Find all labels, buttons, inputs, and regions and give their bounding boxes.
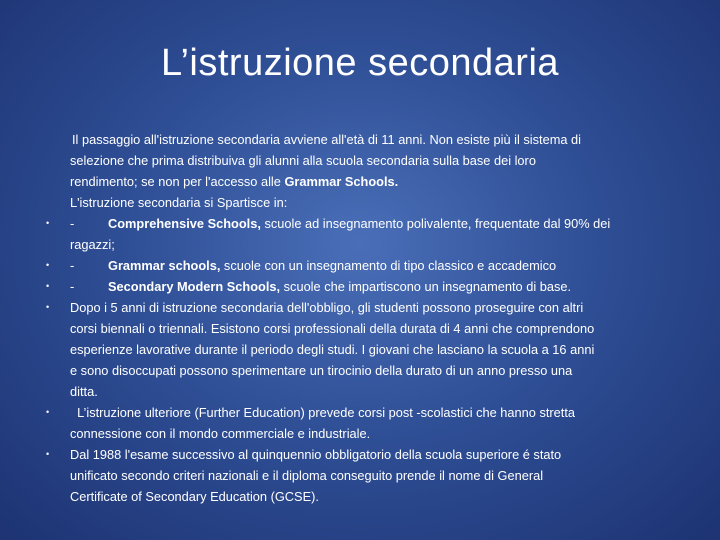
school-type-continuation: ragazzi;	[70, 237, 115, 252]
gcse-line: unificato secondo criteri nazionali e il diploma conseguito prende il nome di General	[70, 468, 544, 483]
school-type-item: - Comprehensive Schools, scuole ad insegnamento polivalente, frequentate dal 90% dei	[70, 216, 611, 231]
after-line: esperienze lavorative durante il periodo degli studi. I giovani che lasciano la scuola a 16 anni	[70, 342, 595, 357]
after-line: Dopo i 5 anni di istruzione secondaria dell'obbligo, gli studenti possono proseguire con altri	[70, 300, 584, 315]
further-line: L’istruzione ulteriore (Further Education) prevede corsi post -scolastici che hanno stretta	[70, 405, 576, 420]
after-line: ditta.	[70, 384, 98, 399]
slide-title: L’istruzione secondaria	[160, 42, 560, 84]
bullet-icon: •	[46, 260, 50, 270]
intro-line: rendimento; se non per l'accesso alle Grammar Schools.	[70, 174, 399, 189]
bullet-icon: •	[46, 302, 50, 312]
intro-line: Il passaggio all'istruzione secondaria avviene all'età di 11 anni. Non esiste più il sistema di	[72, 132, 581, 147]
gcse-line: Dal 1988 l'esame successivo al quinquennio obbligatorio della scuola superiore é stato	[70, 447, 562, 462]
gcse-line: Certificate of Secondary Education (GCSE).	[70, 489, 319, 504]
bullet-icon: •	[46, 281, 50, 291]
further-line: connessione con il mondo commerciale e industriale.	[70, 426, 371, 441]
bullet-icon: •	[46, 218, 50, 228]
intro-line: selezione che prima distribuiva gli alunni alla scuola secondaria sulla base dei loro	[70, 153, 536, 168]
after-line: e sono disoccupati possono sperimentare un tirocinio della durato di un anno presso una	[70, 363, 573, 378]
bullet-icon: •	[46, 407, 50, 417]
school-type-item: - Grammar schools, scuole con un insegnamento di tipo classico e accademico	[70, 258, 557, 273]
intro-line: L'istruzione secondaria si Spartisce in:	[70, 195, 288, 210]
bullet-icon: •	[46, 449, 50, 459]
school-type-item: - Secondary Modern Schools, scuole che impartiscono un insegnamento di base.	[70, 279, 572, 294]
after-line: corsi biennali o triennali. Esistono corsi professionali della durata di 4 anni che comprendono	[70, 321, 595, 336]
